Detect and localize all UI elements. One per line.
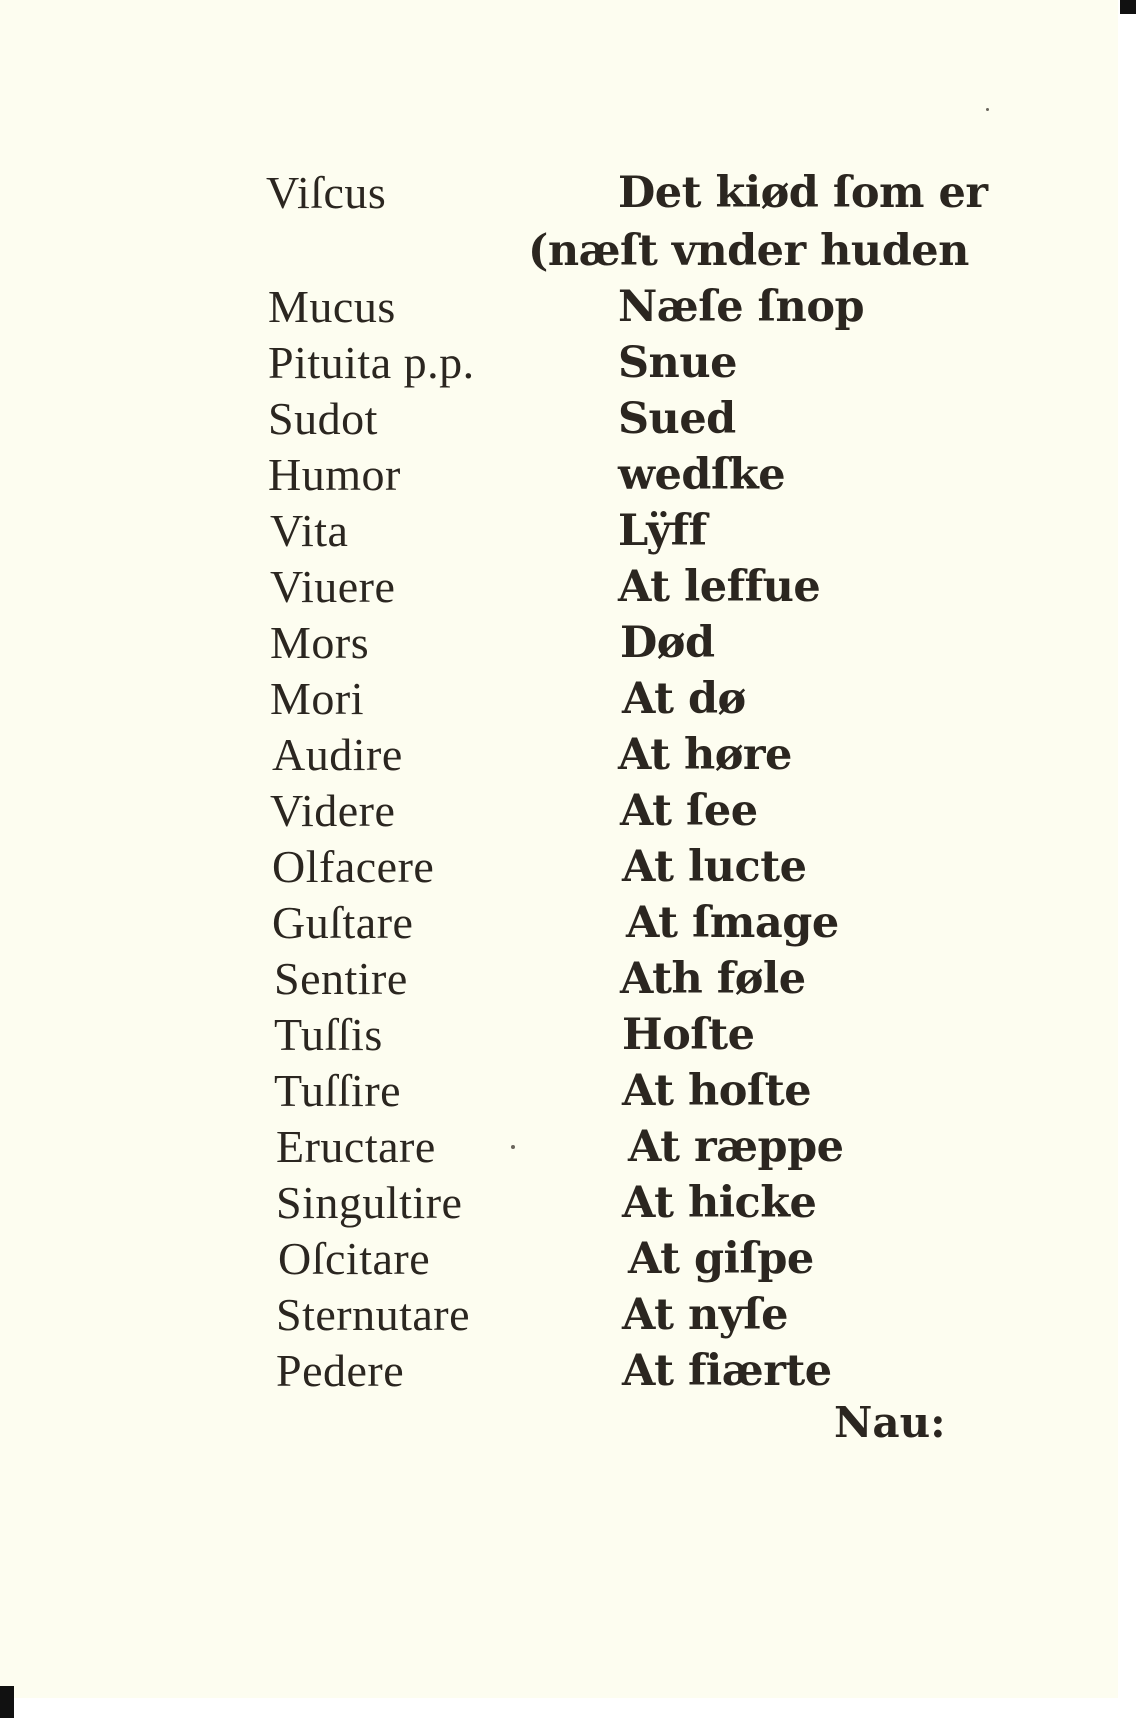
latin-word: Mucus [268,281,396,332]
danish-translation: At dø [622,674,746,724]
ink-speck [511,1145,515,1149]
latin-word: Mori [270,673,364,724]
latin-word: Sentire [274,953,408,1004]
danish-translation: Død [620,618,715,668]
latin-word: Guſtare [272,897,414,948]
latin-word: Humor [268,449,401,500]
danish-translation: Næſe ſnop [618,282,865,332]
scan-corner-mark [0,1686,14,1718]
latin-word: Mors [270,617,370,668]
latin-word: Olfacere [272,841,435,892]
latin-word: Videre [270,785,396,836]
danish-translation: wedſke [618,450,786,500]
latin-word: Audire [272,729,403,780]
scan-corner-mark [1120,0,1136,14]
danish-translation: At nyſe [622,1290,789,1340]
latin-word: Pedere [276,1345,405,1396]
latin-word: Tuſſis [274,1009,383,1060]
latin-word: Pituita p.p. [268,337,475,388]
danish-translation: At ſee [620,786,758,836]
danish-translation: At hicke [622,1178,817,1228]
latin-word: Vita [270,505,349,556]
danish-translation-continuation: (næſt vnder huden [528,226,969,276]
catchword: Nau: [834,1398,946,1447]
danish-translation: At lucte [622,842,807,892]
danish-translation: At hoſte [622,1066,812,1116]
latin-word: Eructare [276,1121,436,1172]
danish-translation: Sued [618,394,736,444]
danish-translation: At ſmage [626,898,839,948]
danish-translation: At leffue [618,562,821,612]
ink-speck [986,108,989,111]
danish-translation: Hoſte [622,1010,755,1060]
danish-translation: At ræppe [628,1122,844,1172]
latin-word: Viuere [270,561,396,612]
latin-word: Viſcus [266,167,387,218]
danish-translation: At fiærte [622,1346,832,1396]
latin-word: Tuſſire [274,1065,402,1116]
scan-margin [1118,0,1136,1718]
danish-translation: Lÿff [618,506,707,556]
latin-word: Singultire [276,1177,463,1228]
danish-translation: At giſpe [628,1234,814,1284]
danish-translation: Det kiød ſom er [618,168,988,218]
latin-word: Oſcitare [278,1233,431,1284]
danish-translation: At høre [618,730,792,780]
latin-word: Sudot [268,393,378,444]
danish-translation: Snue [618,338,737,388]
latin-word: Sternutare [276,1289,471,1340]
danish-translation: Ath føle [620,954,806,1004]
